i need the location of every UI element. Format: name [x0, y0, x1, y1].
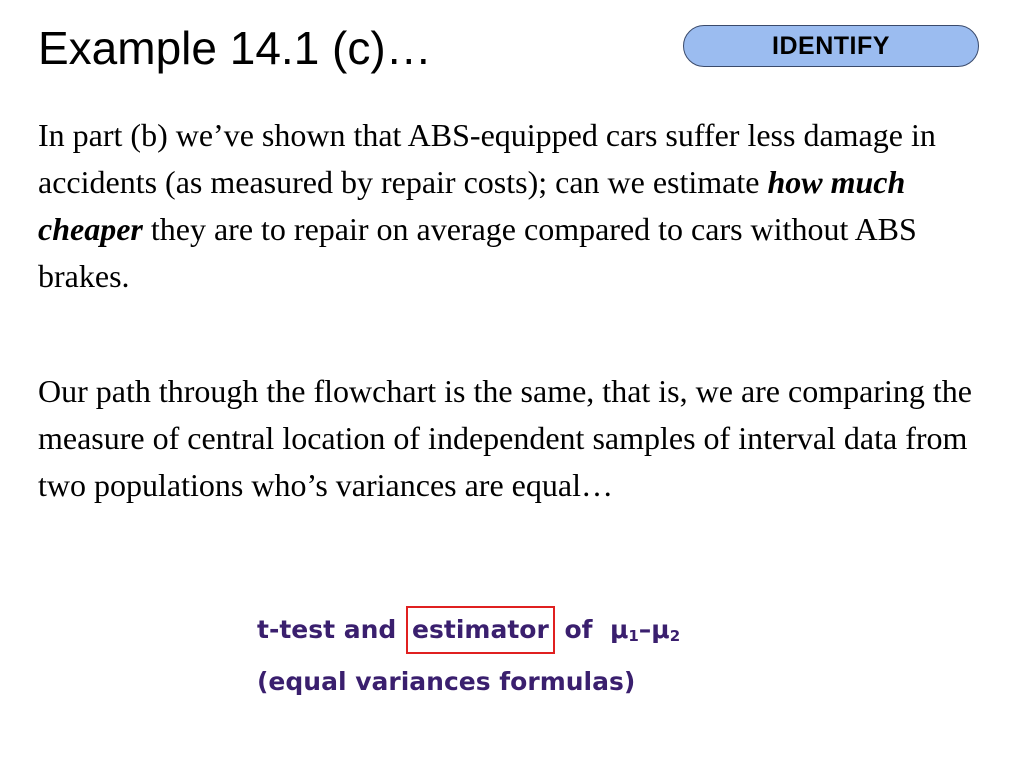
identify-badge: IDENTIFY [683, 25, 979, 67]
subscript-1: 1 [628, 627, 639, 645]
technique-formula [257, 606, 680, 705]
subscript-2: 2 [669, 627, 681, 645]
paragraph-flowchart-path: Our path through the flowchart is the same, that is, we are comparing the measure of central location of independent samples of interval data from two populations who’s variances are equal… [38, 373, 972, 503]
minus-sign: – [638, 615, 652, 644]
mu-symbol-1: μ [609, 615, 629, 644]
formula-line-1 [257, 606, 680, 659]
emphasis-how-much-cheaper: how much cheaper [38, 164, 906, 247]
paragraph-question-text-start: In part (b) we’ve shown that ABS-equipped cars suffer less damage in accidents (as measured by repair costs); can we estimate [38, 117, 936, 200]
estimator-highlight-box: estimator [406, 606, 555, 654]
mu-symbol-2: μ [651, 615, 670, 644]
formula-prefix: t-test and [257, 615, 406, 644]
slide-title: Example 14.1 (c)… [38, 22, 432, 74]
paragraph-question-text-end: they are to repair on average compared to cars without ABS brakes. [38, 211, 917, 294]
paragraph-question [38, 112, 998, 300]
formula-suffix: of [555, 615, 610, 644]
formula-line-2: (equal variances formulas) [257, 667, 636, 696]
